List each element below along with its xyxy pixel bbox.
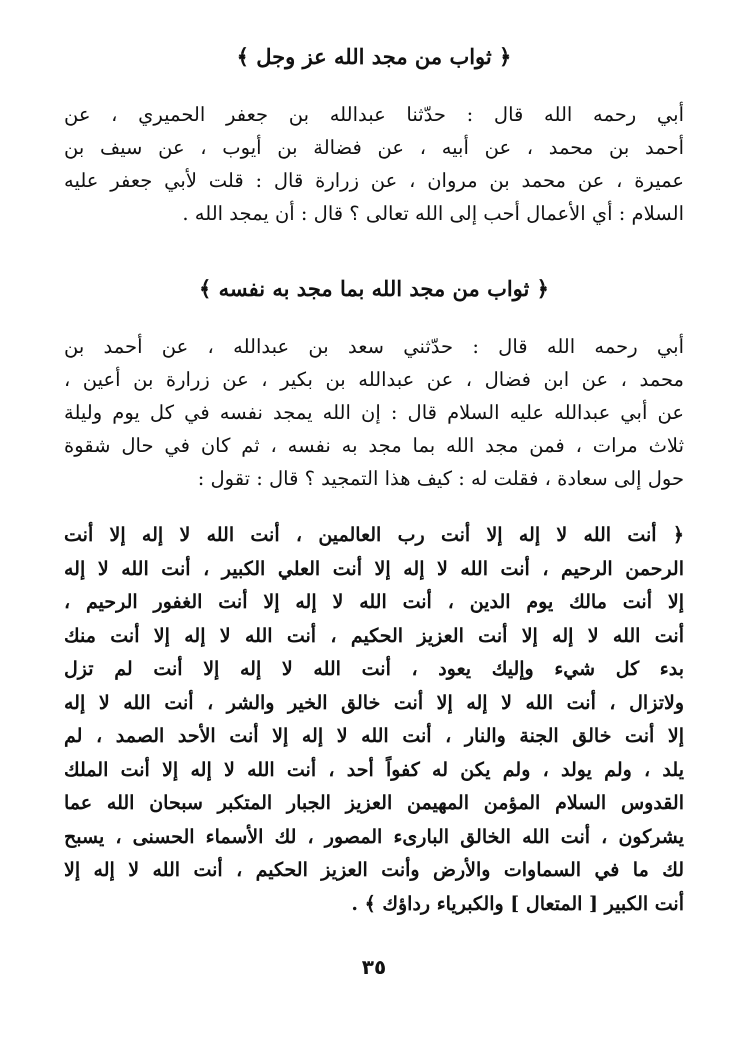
section-heading-glorify-god: ﴿ ثواب من مجد الله عز وجل ﴾ (236, 44, 512, 69)
prayer-line: إلا أنت مالك يوم الدين ، أنت الله لا إله إلا أنت الغفور الرحيم ، (64, 591, 684, 613)
text-line: محمد ، عن ابن فضال ، عن عبدالله بن بكير ، عن زرارة بن أعين ، (64, 368, 684, 391)
document-page (64, 40, 684, 921)
narration-paragraph-2 (64, 330, 684, 495)
prayer-paragraph (64, 519, 684, 921)
prayer-line: إلا أنت خالق الجنة والنار ، أنت الله لا إله إلا أنت الأحد الصمد ، لم (64, 725, 684, 747)
prayer-line: الرحمن الرحيم ، أنت الله لا إله إلا أنت العلي الكبير ، أنت الله لا إله (64, 557, 684, 580)
text-line: ثلاث مرات ، فمن مجد الله بما مجد به نفسه ، ثم كان في حال شقوة (64, 434, 684, 457)
text-line: أبي رحمه الله قال : حدّثنا عبدالله بن جعفر الحميري ، عن (64, 103, 684, 126)
prayer-line: بدء كل شيء وإليك يعود ، أنت الله لا إله إلا أنت لم تزل (64, 658, 684, 680)
page-number: ٣٥ (361, 955, 387, 979)
text-line: أبي رحمه الله قال : حدّثني سعد بن عبدالله ، عن أحمد بن (64, 335, 684, 358)
narration-paragraph-1 (64, 98, 684, 230)
prayer-line: ولاتزال ، أنت الله لا إله إلا أنت خالق الخير والشر ، أنت الله لا إله (64, 691, 684, 714)
prayer-line: القدوس السلام المؤمن المهيمن العزيز الجبار المتكبر سبحان الله عما (64, 792, 684, 814)
text-line: أحمد بن محمد ، عن أبيه ، عن فضالة بن أيوب ، عن سيف بن (64, 136, 684, 159)
section-heading-glorify-as-himself: ﴿ ثواب من مجد الله بما مجد به نفسه ﴾ (199, 276, 549, 301)
text-line: عن أبي عبدالله عليه السلام قال : إن الله يمجد نفسه في كل يوم وليلة (64, 401, 684, 424)
prayer-line: أنت الله لا إله إلا أنت العزيز الحكيم ، أنت الله لا إله إلا أنت منك (64, 624, 684, 647)
prayer-line: يشركون ، أنت الله الخالق البارىء المصور ، لك الأسماء الحسنى ، يسبح (64, 825, 684, 848)
prayer-line: يلد ، ولم يولد ، ولم يكن له كفواً أحد ، أنت الله لا إله إلا أنت الملك (64, 758, 684, 781)
text-line: حول إلى سعادة ، فقلت له : كيف هذا التمجيد ؟ قال : تقول : (197, 467, 684, 490)
prayer-line: لك ما في السماوات والأرض وأنت العزيز الحكيم ، أنت الله لا إله إلا (64, 859, 684, 881)
text-line: السلام : أي الأعمال أحب إلى الله تعالى ؟ قال : أن يمجد الله . (182, 202, 684, 225)
prayer-line: ﴿ أنت الله لا إله إلا أنت رب العالمين ، أنت الله لا إله إلا أنت (64, 524, 684, 546)
text-line: عميرة ، عن محمد بن مروان ، عن زرارة قال : قلت لأبي جعفر عليه (64, 169, 684, 192)
prayer-line: أنت الكبير [ المتعال ] والكبرياء رداؤك ﴾ . (351, 892, 684, 915)
